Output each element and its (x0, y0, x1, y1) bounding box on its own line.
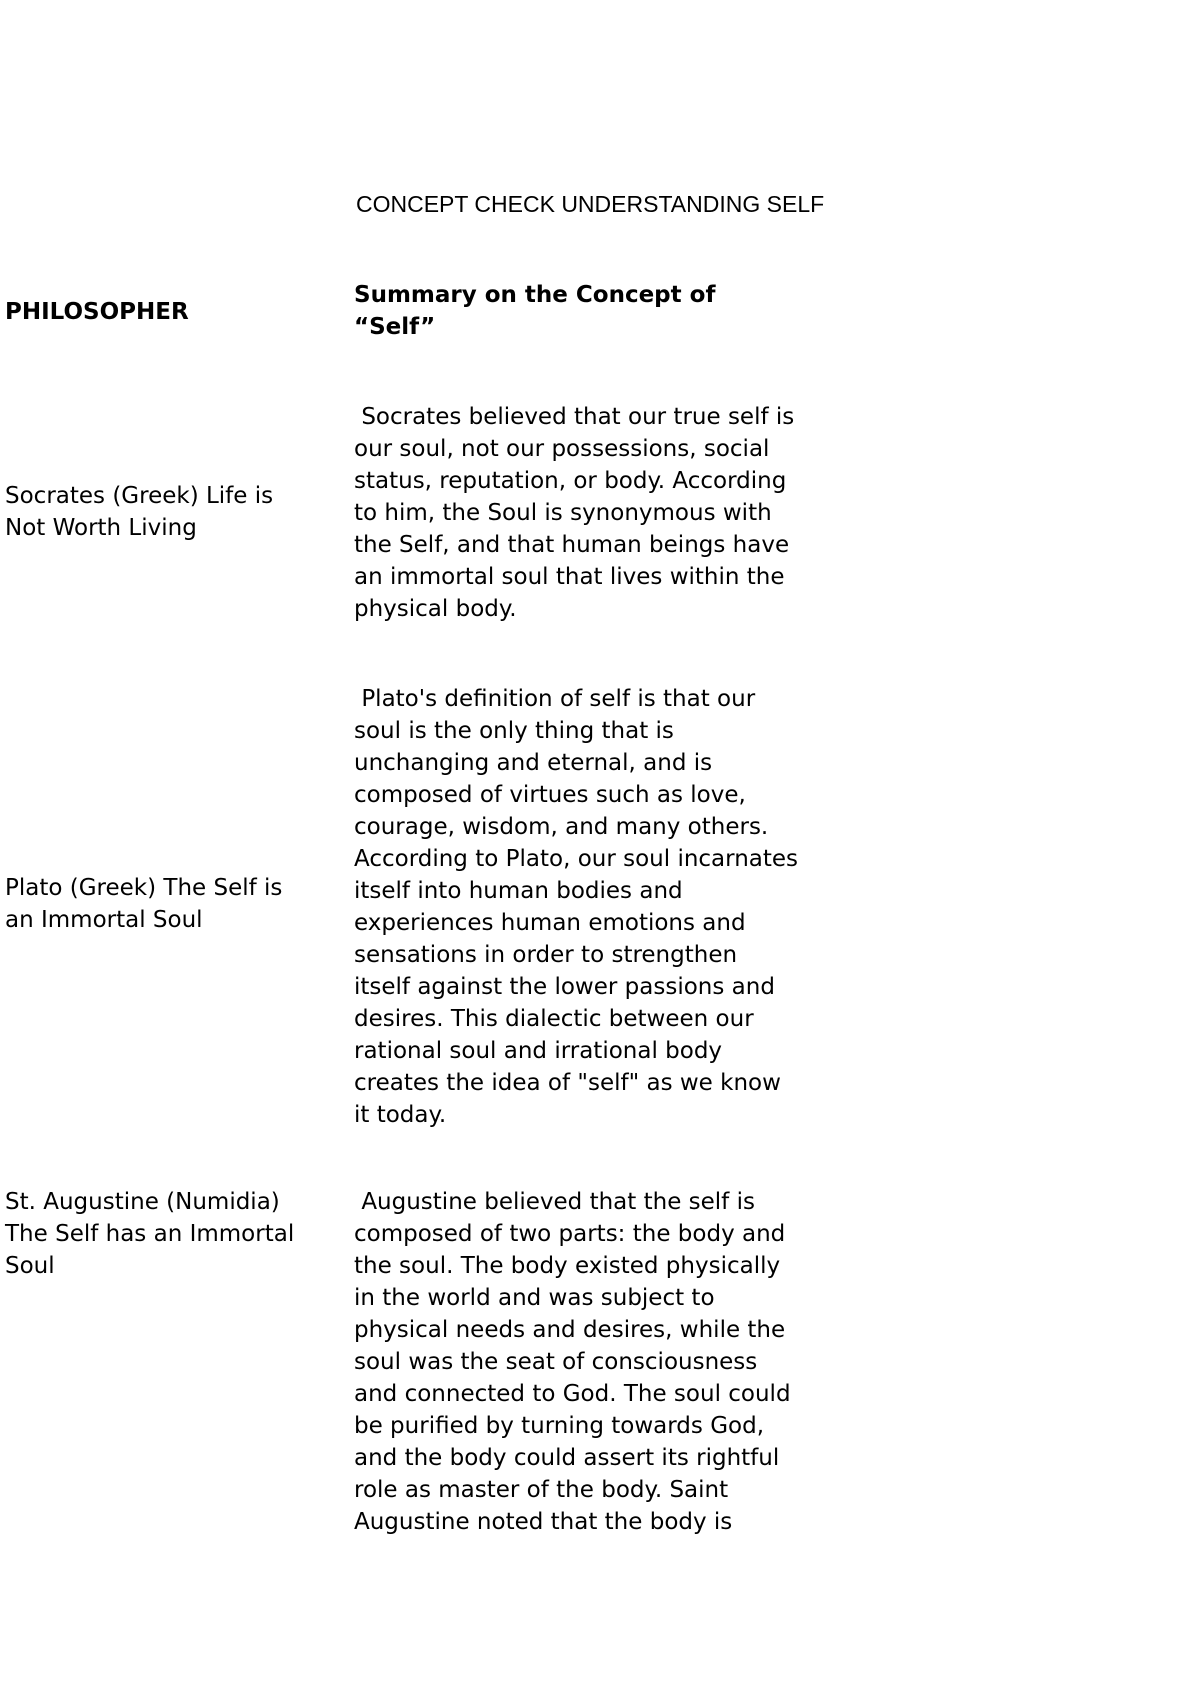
philosopher-cell-plato: Plato (Greek) The Self is an Immortal Soul (5, 875, 283, 933)
summary-cell-augustine: Augustine believed that the self is composed of two parts: the body and the soul. The body existed physically in the world and was subject to physical needs and desires, while the soul was the seat of consciousness and connected to God. The soul could be purified by turning towards God, and the body could assert its rightful role as master of the body. Saint Augustine noted that the body is (354, 1189, 791, 1535)
philosopher-cell-socrates: Socrates (Greek) Life is Not Worth Living (5, 483, 274, 541)
page-title: CONCEPT CHECK UNDERSTANDING SELF (356, 191, 825, 217)
summary-cell-plato: Plato's definition of self is that our soul is the only thing that is unchanging and eternal, and is composed of virtues such as love, courage, wisdom, and many others. According to Plato, our soul incarnates itself into human bodies and experiences human emotions and sensations in order to strengthen itself against the lower passions and desires. This dialectic between our rational soul and irrational body creates the idea of "self" as we know it today. (354, 686, 799, 1128)
philosopher-cell-augustine: St. Augustine (Numidia) The Self has an Immortal Soul (5, 1189, 295, 1279)
philosopher-column-header: PHILOSOPHER (5, 299, 189, 325)
summary-cell-socrates: Socrates believed that our true self is our soul, not our possessions, social status, reputation, or body. According to him, the Soul is synonymous with the Self, and that human beings have an immortal soul that lives within the physical body. (354, 404, 795, 622)
summary-column-header: Summary on the Concept of “Self” (354, 282, 716, 340)
